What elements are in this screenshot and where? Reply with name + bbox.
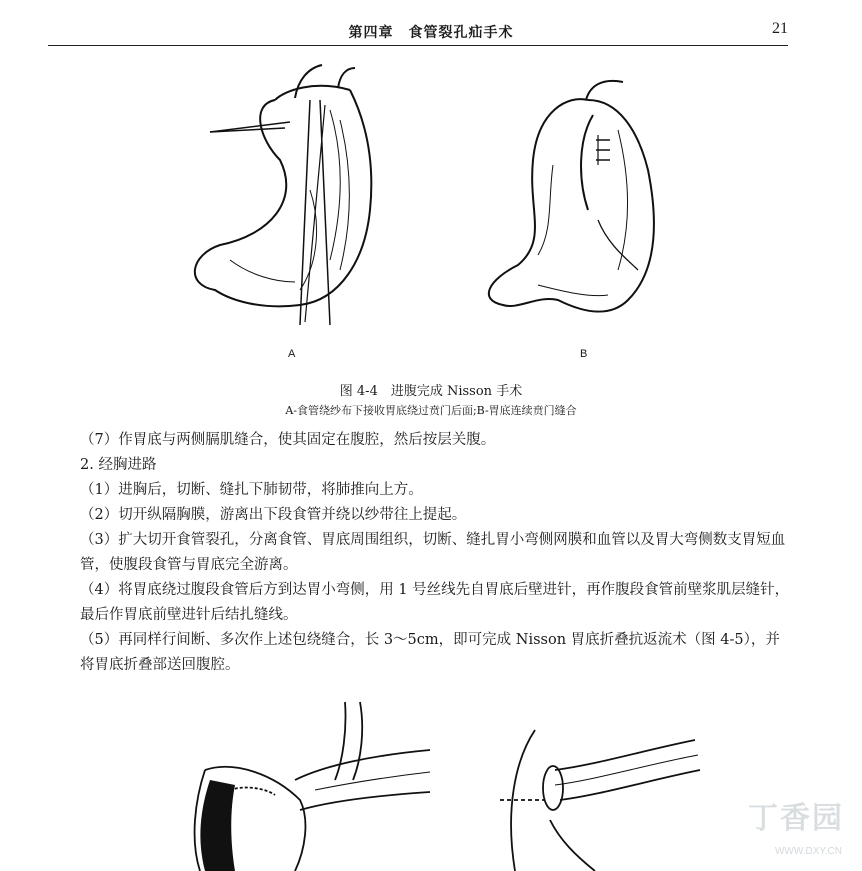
paragraph: （5）再同样行间断、多次作上述包绕缝合，长 3～5cm，即可完成 Nisson 胃底折叠抗返流术（图 4-5），并将胃底折叠部送回腹腔。 bbox=[80, 632, 780, 673]
figure-4-4-panel-b bbox=[478, 70, 668, 340]
paragraph: （4）将胃底绕过腹段食管后方到达胃小弯侧，用 1 号丝线先自胃底后壁进针，再作腹段食管前壁浆肌层缝针，最后作胃底前壁进针后结扎缝线。 bbox=[80, 582, 790, 623]
paragraph: （3）扩大切开食管裂孔，分离食管、胃底周围组织，切断、缝扎胃小弯侧网膜和血管以及胃大弯侧数支胃短血管，使腹段食管与胃底完全游离。 bbox=[80, 532, 786, 573]
page-number: 21 bbox=[772, 20, 788, 37]
figure-4-5-left bbox=[175, 700, 435, 871]
section-heading: 2. 经胸进路 bbox=[80, 457, 157, 473]
paragraph: （2）切开纵隔胸膜，游离出下段食管并绕以纱带往上提起。 bbox=[80, 507, 467, 523]
paragraph: （1）进胸后，切断、缝扎下肺韧带，将肺推向上方。 bbox=[80, 482, 423, 498]
panel-b-label: B bbox=[580, 348, 588, 360]
watermark-logo-text: 丁香园 bbox=[748, 802, 844, 835]
body-text bbox=[80, 428, 790, 678]
figure-4-4-panel-a bbox=[190, 60, 390, 345]
paragraph: （7）作胃底与两侧膈肌缝合，使其固定在腹腔，然后按层关腹。 bbox=[80, 432, 496, 448]
figure-caption-description: A-食管绕纱布下接收胃底绕过贲门后面;B-胃底连续贲门缝合 bbox=[285, 404, 577, 417]
panel-a-label: A bbox=[288, 348, 296, 360]
header-rule bbox=[48, 45, 788, 46]
figure-4-5-right bbox=[495, 720, 705, 871]
figure-caption-title: 图 4-4 进腹完成 Nisson 手术 bbox=[339, 384, 523, 399]
watermark-url: WWW.DXY.CN bbox=[774, 846, 842, 857]
chapter-header: 第四章 食管裂孔疝手术 bbox=[348, 25, 514, 41]
